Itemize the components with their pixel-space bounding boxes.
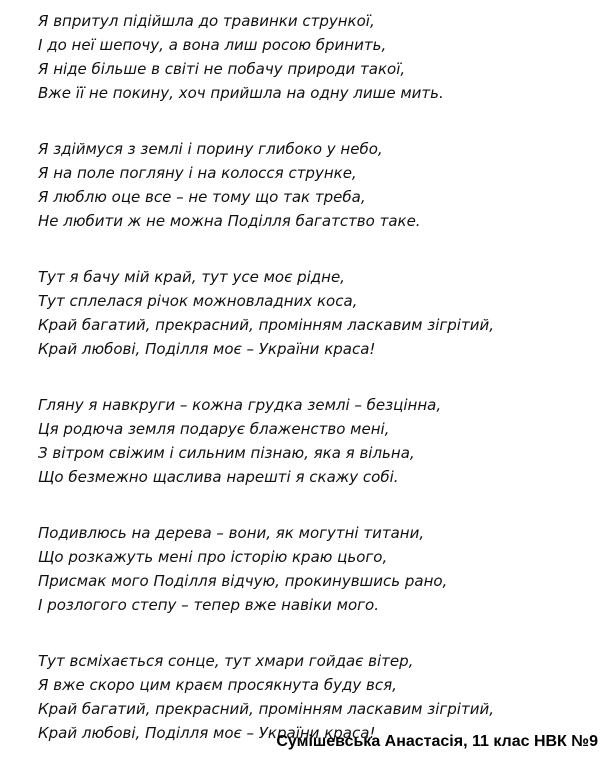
stanza-3 [38, 265, 598, 361]
stanza-5 [38, 521, 598, 617]
poem-line: Край любові, Поділля моє – України краса! [38, 340, 376, 358]
poem-line: З вітром свіжим і сильним пізнаю, яка я вільна, [38, 444, 415, 462]
stanza-6 [38, 649, 598, 745]
poem-line: Ця родюча земля подарує блаженство мені, [38, 420, 390, 438]
poem-line: Гляну я навкруги – кожна грудка землі – безцінна, [38, 396, 442, 414]
poem-line: Я люблю оце все – не тому що так треба, [38, 188, 366, 206]
author-signature: Сумішевська Анастасія, 11 клас НВК №9 [276, 733, 598, 750]
poem-line: Тут я бачу мій край, тут усе моє рідне, [38, 268, 345, 286]
poem-line: Подивлюсь на дерева – вони, як могутні титани, [38, 524, 425, 542]
poem-line: Край багатий, прекрасний, промінням ласкавим зігрітий, [38, 316, 494, 334]
poem-line: Вже її не покину, хоч прийшла на одну лише мить. [38, 84, 444, 102]
poem-line: І до неї шепочу, а вона лиш росою бринить, [38, 36, 387, 54]
poem-line: І розлогого степу – тепер вже навіки мого. [38, 596, 379, 614]
poem-line: Я здіймуся з землі і порину глибоко у небо, [38, 140, 383, 158]
poem-line: Я впритул підійшла до травинки стрункої, [38, 12, 375, 30]
poem-line: Я ніде більше в світі не побачу природи такої, [38, 60, 406, 78]
poem-line: Тут всміхається сонце, тут хмари гойдає вітер, [38, 652, 414, 670]
poem-line: Я на поле погляну і на колосся струнке, [38, 164, 357, 182]
poem-line: Край любові, Поділля моє – України краса! [38, 724, 376, 742]
poem [38, 9, 598, 777]
stanza-1 [38, 9, 598, 105]
stanza-4 [38, 393, 598, 489]
poem-line: Що розкажуть мені про історію краю цього, [38, 548, 388, 566]
poem-line: Присмак мого Поділля відчую, прокинувшись рано, [38, 572, 448, 590]
poem-line: Що безмежно щаслива нарешті я скажу собі. [38, 468, 399, 486]
poem-line: Не любити ж не можна Поділля багатство таке. [38, 212, 421, 230]
stanza-2 [38, 137, 598, 233]
poem-line: Я вже скоро цим краєм просякнута буду вся, [38, 676, 397, 694]
poem-line: Тут сплелася річок можновладних коса, [38, 292, 358, 310]
poem-line: Край багатий, прекрасний, промінням ласкавим зігрітий, [38, 700, 494, 718]
